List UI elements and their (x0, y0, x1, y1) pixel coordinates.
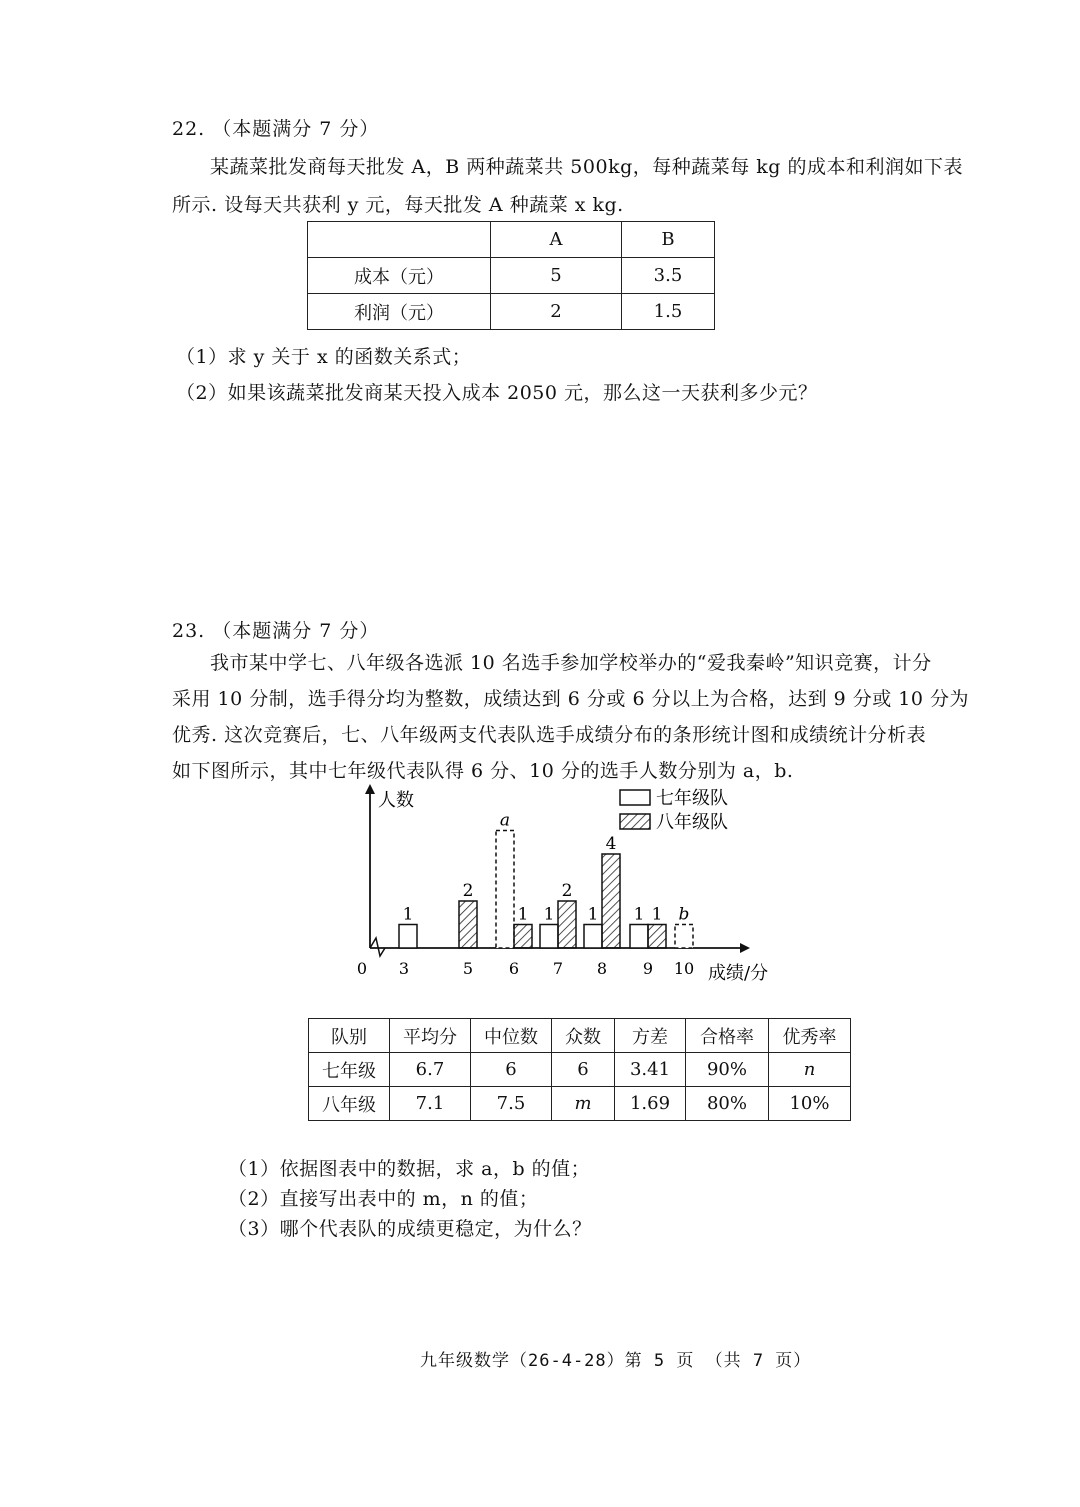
x-tick-label: 10 (673, 959, 695, 978)
bar-grade8 (602, 854, 620, 948)
stats-row-label: 八年级 (309, 1087, 390, 1121)
q22-intro-line2: 所示. 设每天共获利 y 元，每天批发 A 种蔬菜 x kg. (172, 194, 624, 216)
q22-row-label: 利润（元） (308, 294, 491, 330)
bar-label-grade8: 2 (462, 881, 474, 901)
axis-break (370, 938, 385, 956)
x-axis-label: 成绩/分 (708, 963, 769, 984)
q22-table-header-row (308, 222, 715, 258)
stats-header-cell: 平均分 (390, 1019, 471, 1053)
q23-heading (172, 616, 379, 643)
q22-cell: 2 (491, 294, 622, 330)
q22-cost-profit-table (307, 221, 715, 330)
bar-grade7 (584, 925, 602, 949)
q23-number: 23. (172, 620, 206, 642)
stats-cell: n (769, 1053, 851, 1087)
q22-intro-line1: 某蔬菜批发商每天批发 A，B 两种蔬菜共 500kg，每种蔬菜每 kg 的成本和利润如下表 (210, 156, 963, 178)
score-bar-chart (340, 780, 800, 990)
stats-cell: 1.69 (615, 1087, 686, 1121)
q22-cell: 3.5 (622, 258, 715, 294)
stats-cell: 6 (552, 1053, 615, 1087)
bar-label-grade7: 1 (587, 904, 599, 925)
bar-grade8 (648, 925, 666, 949)
q23-line1: 我市某中学七、八年级各选派 10 名选手参加学校举办的“爱我秦岭”知识竞赛，计分 (210, 652, 932, 674)
stats-table-row (309, 1053, 851, 1087)
stats-table-row (309, 1087, 851, 1121)
stats-cell: 90% (686, 1053, 769, 1087)
x-tick-label: 6 (508, 959, 520, 978)
x-tick-label: 7 (552, 959, 564, 978)
stats-header-cell: 方差 (615, 1019, 686, 1053)
bar-label-grade8: 1 (517, 904, 529, 925)
stats-cell: 6 (471, 1053, 552, 1087)
page-footer: 九年级数学（26-4-28）第 5 页 （共 7 页） (420, 1351, 812, 1371)
q22-table-header-b: B (622, 222, 715, 258)
q22-sub1: （1）求 y 关于 x 的函数关系式； (176, 346, 472, 368)
stats-header-cell: 合格率 (686, 1019, 769, 1053)
q22-score: （本题满分 7 分） (212, 118, 380, 140)
q22-cell: 5 (491, 258, 622, 294)
legend-label-grade8: 八年级队 (656, 812, 728, 833)
q22-sub2: （2）如果该蔬菜批发商某天投入成本 2050 元，那么这一天获利多少元？ (176, 382, 818, 404)
x-tick-label: 8 (596, 959, 608, 978)
stats-header-cell: 中位数 (471, 1019, 552, 1053)
stats-header-cell: 优秀率 (769, 1019, 851, 1053)
q22-heading (172, 114, 379, 141)
q22-table-corner (308, 222, 491, 258)
stats-table (308, 1018, 851, 1121)
x-tick-label: 3 (398, 959, 410, 978)
bar-label-grade8: 1 (651, 904, 663, 925)
bar-label-grade8: 2 (561, 881, 573, 901)
bar-grade8 (514, 925, 532, 949)
bar-label-grade8: 4 (605, 834, 617, 854)
q22-table-header-a: A (491, 222, 622, 258)
bar-grade7 (399, 925, 417, 949)
stats-header-cell: 众数 (552, 1019, 615, 1053)
bar-label-grade7: 1 (633, 904, 645, 925)
q22-table-row (308, 294, 715, 330)
stats-cell: 3.41 (615, 1053, 686, 1087)
q23-line2: 采用 10 分制，选手得分均为整数，成绩达到 6 分或 6 分以上为合格，达到 9 分或 10 分为 (172, 688, 970, 710)
q22-table-row (308, 258, 715, 294)
stats-table-header-row (309, 1019, 851, 1053)
q22-number: 22. (172, 118, 206, 140)
stats-cell: m (552, 1087, 615, 1121)
stats-header-cell: 队别 (309, 1019, 390, 1053)
q23-sub3: （3）哪个代表队的成绩更稳定，为什么？ (228, 1218, 592, 1240)
stats-cell: 7.5 (471, 1087, 552, 1121)
q23-sub1: （1）依据图表中的数据，求 a，b 的值； (228, 1158, 591, 1180)
stats-cell: 10% (769, 1087, 851, 1121)
q22-cell: 1.5 (622, 294, 715, 330)
q23-score: （本题满分 7 分） (212, 620, 380, 642)
stats-cell: 80% (686, 1087, 769, 1121)
legend-swatch-grade8 (620, 814, 650, 829)
y-axis-label: 人数 (378, 790, 414, 811)
stats-cell: 6.7 (390, 1053, 471, 1087)
bar-label-grade7: 1 (543, 904, 555, 925)
x-tick-label: 9 (642, 959, 654, 978)
bar-grade7 (630, 925, 648, 949)
x-axis-arrow (740, 943, 750, 953)
q23-sub2: （2）直接写出表中的 m，n 的值； (228, 1188, 539, 1210)
origin-label: 0 (356, 959, 368, 978)
bar-grade7 (675, 925, 693, 949)
bar-label-grade7: 1 (402, 904, 414, 925)
bar-label-grade7: a (499, 810, 511, 831)
stats-row-label: 七年级 (309, 1053, 390, 1087)
legend-label-grade7: 七年级队 (656, 788, 728, 809)
bar-grade7 (540, 925, 558, 949)
q23-line4: 如下图所示，其中七年级代表队得 6 分、10 分的选手人数分别为 a，b. (172, 760, 794, 782)
x-tick-label: 5 (462, 959, 474, 978)
bar-label-grade7: b (678, 904, 690, 925)
bar-grade8 (459, 901, 477, 948)
q22-row-label: 成本（元） (308, 258, 491, 294)
legend-swatch-grade7 (620, 790, 650, 805)
y-axis-arrow (365, 784, 375, 794)
bar-grade7 (496, 831, 514, 949)
bar-grade8 (558, 901, 576, 948)
stats-cell: 7.1 (390, 1087, 471, 1121)
q23-line3: 优秀. 这次竞赛后，七、八年级两支代表队选手成绩分布的条形统计图和成绩统计分析表 (172, 724, 927, 746)
